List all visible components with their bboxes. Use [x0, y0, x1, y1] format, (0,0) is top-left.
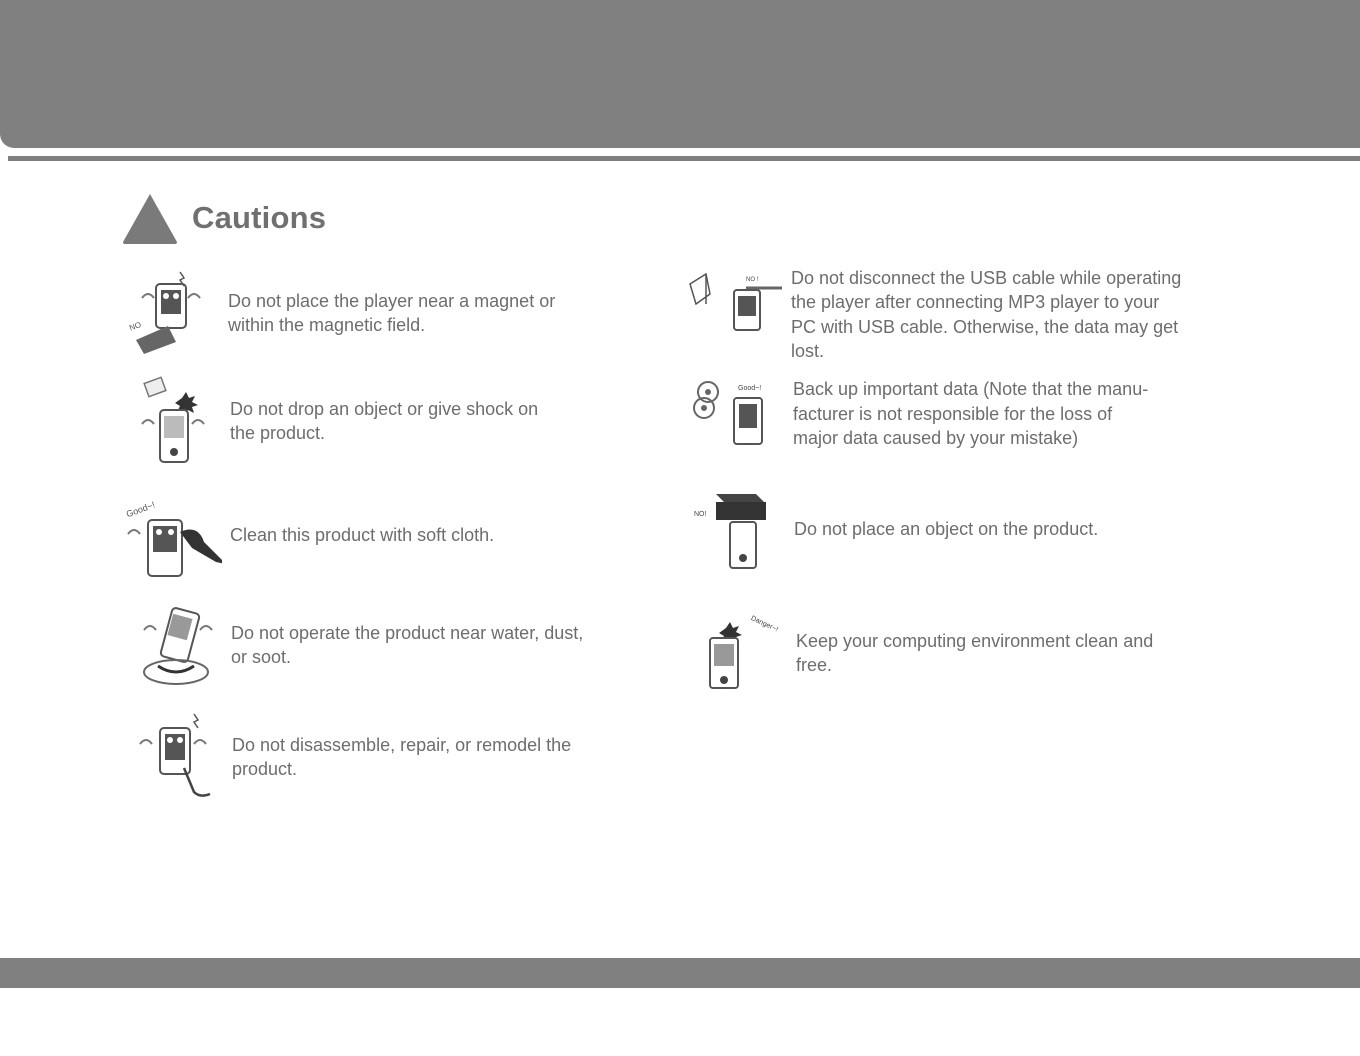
- svg-text:NO!: NO!: [694, 511, 707, 518]
- caution-text-line: Do not disassemble, repair, or remodel the: [232, 734, 572, 755]
- caution-text-line: lost.: [791, 340, 825, 361]
- caution-text-line: Do not place an object on the product.: [794, 518, 1099, 539]
- player-cloth-icon: [122, 490, 222, 580]
- caution-usb: [686, 266, 1181, 363]
- caution-text-line: Keep your computing environment clean and: [796, 630, 1154, 651]
- svg-text:NO !: NO !: [746, 277, 759, 283]
- caution-magnet: [128, 268, 555, 358]
- caution-environment: [696, 608, 1153, 698]
- caution-text-line: product.: [232, 759, 298, 779]
- cd-backup-icon: [688, 374, 783, 454]
- caution-text-line: major data caused by your mistake): [793, 428, 1079, 449]
- caution-text-line: PC with USB cable. Otherwise, the data may get: [791, 316, 1179, 337]
- caution-text-line: Back up important data (Note that the manu-: [793, 379, 1149, 400]
- warning-triangle-icon: [120, 191, 180, 245]
- svg-text:Good~!: Good~!: [124, 499, 157, 520]
- caution-text-line: Do not drop an object or give shock on: [230, 398, 539, 419]
- caution-backup: [688, 374, 1148, 454]
- section-heading: [120, 190, 326, 246]
- header-rule: [8, 156, 1360, 161]
- page-title: Cautions: [192, 200, 327, 235]
- caution-cloth: [122, 490, 494, 580]
- caution-drop: [130, 376, 538, 466]
- caution-text-line: within the magnetic field.: [228, 315, 426, 335]
- caution-text-line: free.: [796, 655, 833, 675]
- caution-text-line: Clean this product with soft cloth.: [230, 524, 495, 545]
- footer-band: [0, 958, 1360, 988]
- player-magnet-icon: [128, 268, 218, 358]
- caution-text-line: facturer is not responsible for the loss of: [793, 403, 1113, 424]
- caution-object: [692, 484, 1098, 574]
- player-water-icon: [136, 600, 226, 690]
- caution-text-line: or soot.: [231, 647, 292, 667]
- svg-text:NO: NO: [128, 320, 143, 333]
- svg-text:Danger~!: Danger~!: [749, 614, 779, 634]
- player-object-on-top-icon: [692, 484, 782, 574]
- caution-disassemble: [132, 712, 571, 802]
- caution-water: [136, 600, 583, 690]
- player-screwdriver-icon: [132, 712, 222, 802]
- header-band: [0, 0, 1360, 148]
- caution-text-line: Do not place the player near a magnet or: [228, 290, 556, 311]
- caution-text-line: Do not disconnect the USB cable while operating: [791, 268, 1182, 288]
- caution-text-line: Do not operate the product near water, dust,: [231, 622, 584, 643]
- caution-text-line: the player after connecting MP3 player to your: [791, 292, 1160, 313]
- player-drop-icon: [130, 376, 220, 466]
- pc-usb-icon: [686, 266, 786, 346]
- svg-text:Good~!: Good~!: [738, 385, 762, 392]
- caution-text-line: the product.: [230, 423, 326, 443]
- player-danger-icon: [696, 608, 786, 698]
